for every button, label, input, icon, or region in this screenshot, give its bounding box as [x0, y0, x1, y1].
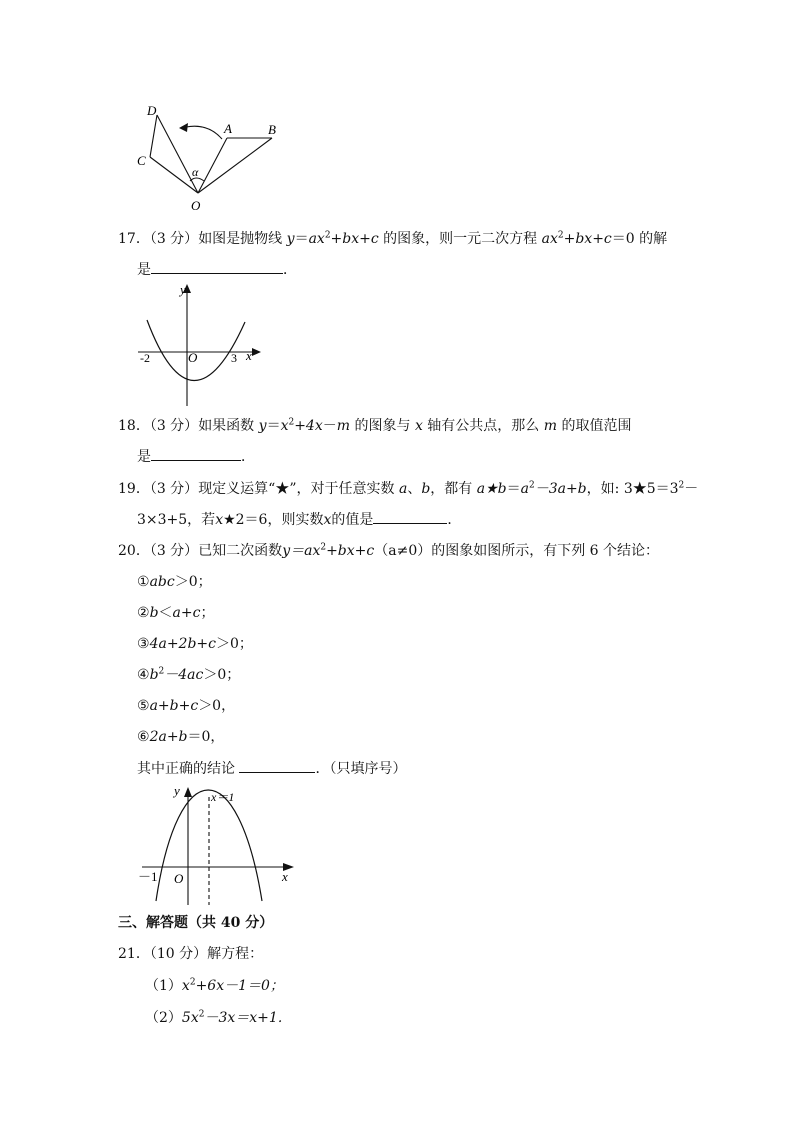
rotation-arrow	[186, 126, 222, 139]
conclusion-item-1: ①abc＞0；	[137, 574, 212, 590]
conclusion-item-5: ⑤a+b+c＞0，	[137, 698, 236, 714]
conclusion-item-4: $④b^2-4ac>0$；	[137, 666, 241, 683]
tick-label-neg2: -2	[140, 351, 150, 365]
question-21-part1: $(1)x^2+6x-1=0$；	[145, 977, 284, 994]
parabola-graph-17	[135, 282, 265, 408]
question-18-line2: 是 ．	[137, 446, 255, 467]
conclusion-item-2: ②b＜a+c；	[137, 605, 215, 621]
parabola-graph-20	[138, 783, 298, 908]
conclusion-item-6: ⑥2a+b＝0，	[137, 729, 225, 745]
question-19-line1: 19．（3 分）现定义运算“★”，对于任意实数 a、b，都有 $a★b=a^2-3a+b$，如: $3★5=3^2-$	[118, 480, 699, 497]
label-A: A	[224, 121, 232, 136]
arrow-head-icon	[179, 123, 188, 132]
segment-CO	[150, 157, 198, 193]
tick-label-3: 3	[231, 351, 237, 365]
segment-DC	[150, 115, 157, 157]
axis-label-y: y	[180, 282, 186, 297]
label-alpha: α	[192, 165, 199, 179]
conclusion-item-3: ③4a+2b+c＞0；	[137, 636, 253, 652]
x-axis-arrow-icon	[252, 348, 261, 356]
tick-label-neg1: －1	[138, 869, 158, 884]
question-21-line1: 21．（10 分）解方程：	[118, 946, 264, 962]
axis-label-x: x	[282, 869, 288, 884]
axis-label-y: y	[174, 783, 180, 798]
conclusion-prompt: 其中正确的结论 ．（只填序号）	[137, 758, 406, 779]
question-17-line2: 是 ．	[137, 259, 297, 280]
label-O: O	[191, 198, 201, 213]
segment-BO	[198, 138, 272, 193]
segment-OA	[198, 138, 227, 193]
symmetry-label: x＝1	[211, 790, 235, 804]
origin-label: O	[174, 871, 184, 886]
section-title: 三、解答题（共 40 分）	[118, 915, 274, 931]
answer-blank-19[interactable]	[373, 509, 447, 524]
y-axis-arrow-icon	[184, 787, 192, 797]
question-17-line1: 17．（3 分）如图是抛物线 $y=ax^2+bx+c$ 的图象，则一元二次方程 $ax^2+bx+c=0$ 的解	[118, 230, 668, 247]
question-19-line2: 3×3+5，若x★2＝6，则实数x的值是 ．	[137, 509, 461, 530]
axis-label-x: x	[246, 348, 252, 363]
answer-blank-17[interactable]	[151, 259, 283, 274]
question-number: 17．	[118, 231, 150, 247]
answer-blank-18[interactable]	[151, 446, 241, 461]
label-C: C	[137, 153, 146, 168]
origin-label: O	[188, 350, 198, 365]
label-B: B	[268, 122, 276, 137]
rotation-figure	[130, 95, 290, 215]
question-21-part2: $(2)5x^2-3x=x+1$．	[145, 1009, 292, 1026]
answer-blank-20[interactable]	[239, 758, 315, 773]
question-18-line1: 18．（3 分）如果函数 $y=x^2+4x-m$ 的图象与 x 轴有公共点，那么 m 的取值范围	[118, 417, 632, 434]
label-D: D	[147, 103, 157, 118]
question-20-line1: 20．（3 分）已知二次函数$y=ax^2+bx+c(a\ne 0)$的图象如图所示，有下列 6 个结论：	[118, 542, 660, 559]
